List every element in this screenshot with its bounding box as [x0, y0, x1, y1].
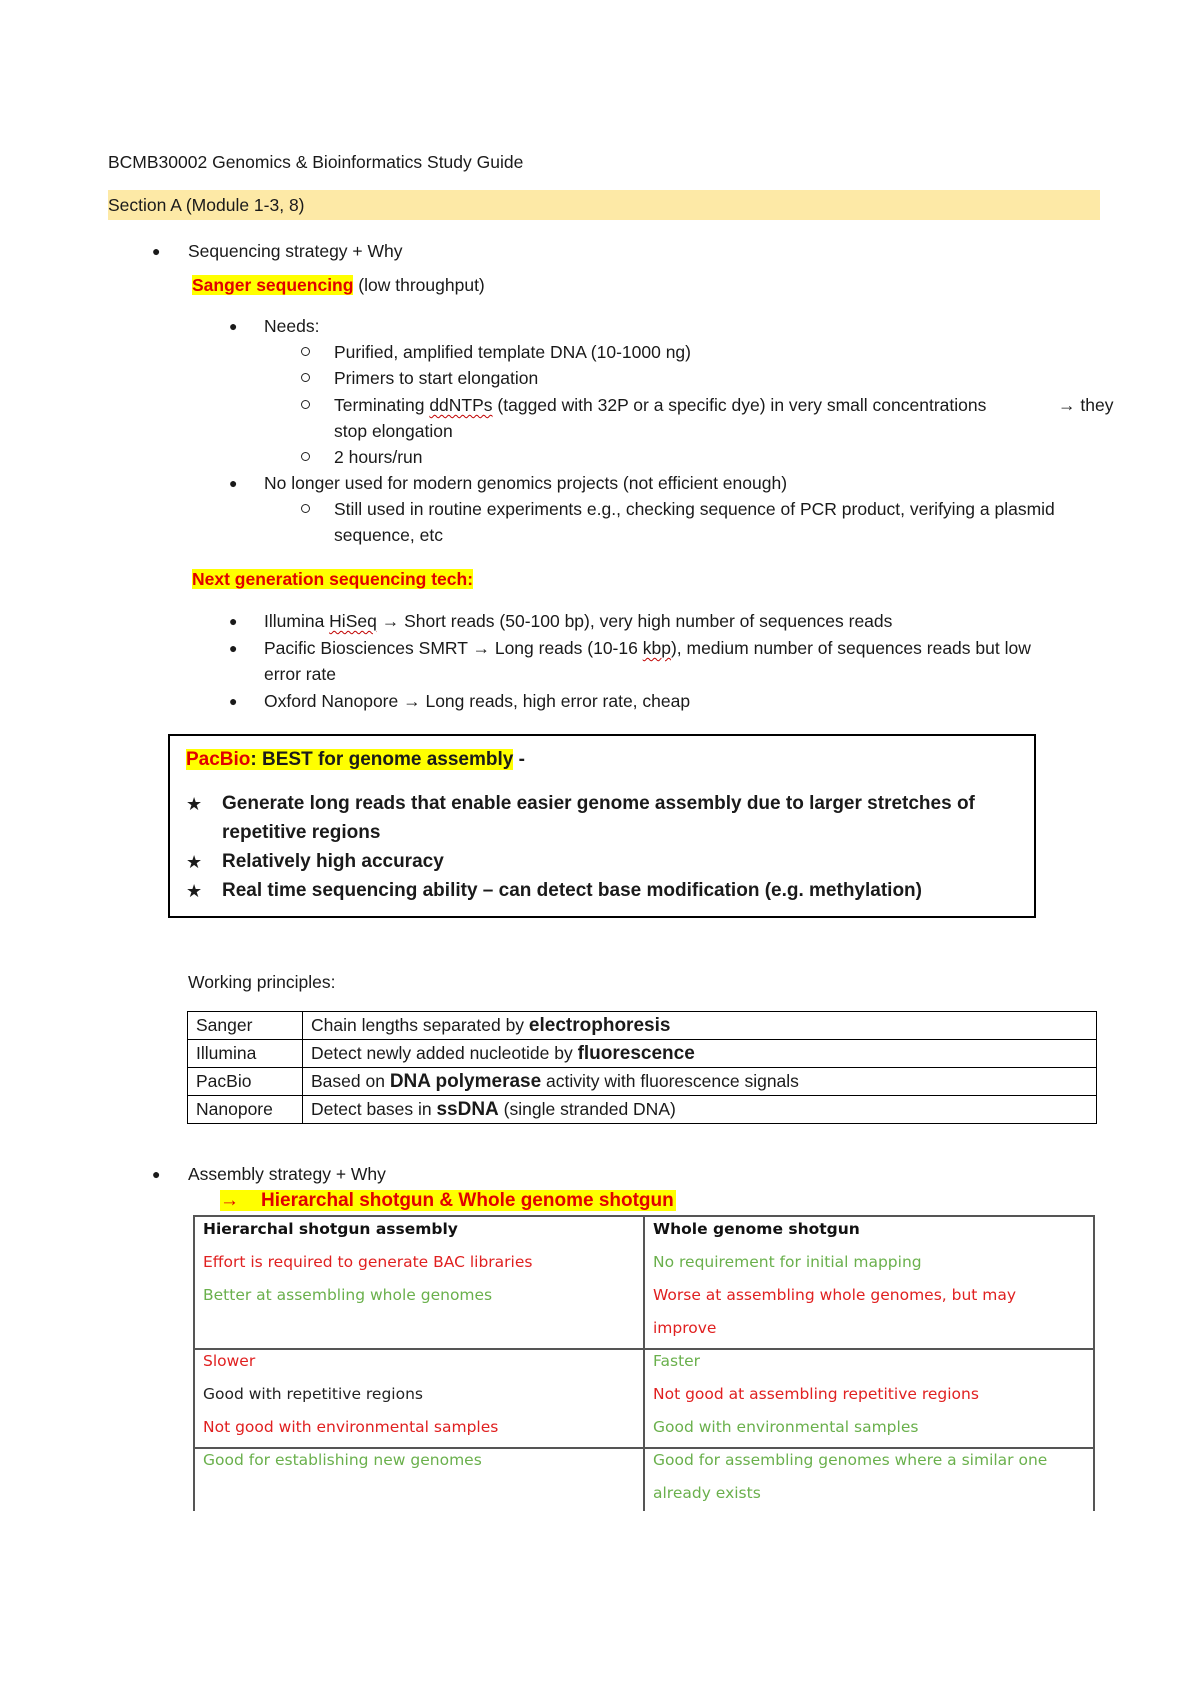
principles-desc-cell: [303, 1096, 1097, 1124]
bullet-icon: ●: [229, 475, 238, 491]
ngs2-a: Pacific Biosciences SMRT: [264, 638, 473, 658]
pacbio-title: [186, 746, 525, 774]
shotgun-comparison-table: [193, 1215, 1095, 1511]
principles-tech-cell: Nanopore: [188, 1096, 303, 1124]
pacbio-dash: -: [513, 749, 525, 770]
principles-desc-cell: [303, 1040, 1097, 1068]
table-cell: Better at assembling whole genomes: [203, 1286, 493, 1304]
ngs2-b: Long reads (10-16: [489, 638, 643, 658]
bullet-icon: ●: [152, 243, 161, 259]
ngs-item-pacbio: [264, 636, 1031, 660]
pacbio-callout-box: [168, 734, 1036, 918]
table-border: [1093, 1215, 1095, 1511]
pacbio-point-1: Generate long reads that enable easier genome assembly due to larger stretches of: [222, 793, 975, 814]
circle-bullet-icon: [301, 452, 310, 461]
sequencing-strategy-item: Sequencing strategy + Why: [188, 241, 403, 261]
no-longer-item: No longer used for modern genomics projects (not efficient enough): [264, 473, 788, 493]
table-cell: No requirement for initial mapping: [653, 1253, 922, 1271]
need3-text-d: they: [1075, 395, 1114, 415]
ngs1-hiseq: HiSeq: [329, 611, 377, 631]
principles-row: [188, 1068, 1097, 1096]
pacbio-name: PacBio: [186, 749, 251, 770]
ngs-item-illumina: [264, 609, 892, 633]
col-header-hierarchal: Hierarchal shotgun assembly: [203, 1220, 458, 1238]
principles-tech-cell: Illumina: [188, 1040, 303, 1068]
table-cell: Not good at assembling repetitive regions: [653, 1385, 979, 1403]
ngs-item-nanopore: Oxford Nanopore → Long reads, high error rate, cheap: [264, 691, 691, 711]
table-cell: improve: [653, 1319, 717, 1337]
star-icon: ★: [186, 852, 203, 872]
col-header-wgs: Whole genome shotgun: [653, 1220, 860, 1238]
need-item-3: [334, 393, 986, 417]
principles-tech-cell: PacBio: [188, 1068, 303, 1096]
bullet-icon: ●: [229, 693, 238, 709]
table-cell: Worse at assembling whole genomes, but may: [653, 1286, 1017, 1304]
still-used-item: Still used in routine experiments e.g., checking sequence of PCR product, verifying a plasmid: [334, 499, 1055, 519]
principles-desc-cell: [303, 1068, 1097, 1096]
ngs-item-pacbio-cont: error rate: [264, 664, 336, 684]
star-icon: ★: [186, 881, 203, 901]
arrow-icon: →: [220, 1190, 239, 1211]
need-item-2: Primers to start elongation: [334, 368, 539, 388]
assembly-strategy-item: Assembly strategy + Why: [188, 1164, 386, 1184]
table-border: [193, 1215, 195, 1511]
table-cell: Not good with environmental samples: [203, 1418, 499, 1436]
principles-desc-bold: fluorescence: [577, 1043, 695, 1064]
sanger-heading: [192, 273, 485, 297]
arrow-icon: →: [472, 638, 490, 658]
ngs1-c: → Short reads (50-100 bp), very high number of sequences reads: [376, 611, 893, 631]
principles-desc-pre: Detect bases in: [311, 1099, 437, 1119]
need3-ddntps: ddNTPs: [429, 395, 493, 415]
working-principles-table: [187, 1011, 1097, 1124]
pacbio-point-1-cont: repetitive regions: [222, 822, 381, 843]
sanger-label: Sanger sequencing: [192, 275, 354, 295]
principles-desc-bold: DNA polymerase: [389, 1071, 542, 1092]
ngs-label: Next generation sequencing tech:: [192, 569, 474, 589]
pacbio-title-rest: : BEST for genome assembly: [250, 749, 514, 770]
section-a-heading: Section A (Module 1-3, 8): [108, 195, 305, 215]
table-cell: Good for assembling genomes where a similar one: [653, 1451, 1048, 1469]
need-item-4: 2 hours/run: [334, 447, 423, 467]
bullet-icon: ●: [229, 318, 238, 334]
assembly-heading: [220, 1187, 676, 1215]
still-used-item-cont: sequence, etc: [334, 525, 443, 545]
sanger-note: (low throughput): [353, 275, 485, 295]
principles-desc-post: (single stranded DNA): [498, 1099, 676, 1119]
principles-desc-pre: Based on: [311, 1071, 390, 1091]
principles-desc-post: activity with fluorescence signals: [541, 1071, 799, 1091]
pacbio-point-3: Real time sequencing ability – can detect base modification (e.g. methylation): [222, 880, 922, 901]
principles-desc-pre: Detect newly added nucleotide by: [311, 1043, 578, 1063]
ngs-heading: [192, 567, 473, 591]
table-cell: Slower: [203, 1352, 256, 1370]
principles-row: [188, 1096, 1097, 1124]
assembly-heading-text: Hierarchal shotgun & Whole genome shotgun: [261, 1190, 674, 1211]
star-icon: ★: [186, 794, 203, 814]
circle-bullet-icon: [301, 347, 310, 356]
needs-item: Needs:: [264, 316, 320, 336]
need3-text-a: Terminating: [334, 395, 430, 415]
table-cell: Effort is required to generate BAC libraries: [203, 1253, 533, 1271]
bullet-icon: ●: [229, 613, 238, 629]
principles-desc-cell: [303, 1012, 1097, 1040]
circle-bullet-icon: [301, 504, 310, 513]
principles-tech-cell: Sanger: [188, 1012, 303, 1040]
table-cell: Good with repetitive regions: [203, 1385, 423, 1403]
document-title: BCMB30002 Genomics & Bioinformatics Study Guide: [108, 152, 524, 172]
ngs1-a: Illumina: [264, 611, 330, 631]
principles-row: [188, 1012, 1097, 1040]
table-cell: already exists: [653, 1484, 761, 1502]
principles-row: [188, 1040, 1097, 1068]
table-cell: Good for establishing new genomes: [203, 1451, 482, 1469]
need3-text-c: (tagged with 32P or a specific dye) in very small concentrations: [492, 395, 987, 415]
pacbio-point-2: Relatively high accuracy: [222, 851, 444, 872]
table-cell: Good with environmental samples: [653, 1418, 919, 1436]
table-cell: Faster: [653, 1352, 701, 1370]
principles-desc-pre: Chain lengths separated by: [311, 1015, 529, 1035]
arrow-icon: →: [1058, 395, 1076, 415]
need-item-3-cont: stop elongation: [334, 421, 453, 441]
ngs2-kbp: kbp: [642, 638, 671, 658]
principles-desc-bold: electrophoresis: [528, 1015, 671, 1036]
need-item-3-tail: [1058, 393, 1113, 417]
principles-desc-bold: ssDNA: [436, 1099, 499, 1120]
bullet-icon: ●: [229, 640, 238, 656]
table-border: [643, 1215, 645, 1511]
circle-bullet-icon: [301, 373, 310, 382]
bullet-icon: ●: [152, 1166, 161, 1182]
ngs2-d: ), medium number of sequences reads but low: [670, 638, 1031, 658]
working-principles-label: Working principles:: [188, 972, 336, 992]
circle-bullet-icon: [301, 400, 310, 409]
need-item-1: Purified, amplified template DNA (10-1000 ng): [334, 342, 691, 362]
